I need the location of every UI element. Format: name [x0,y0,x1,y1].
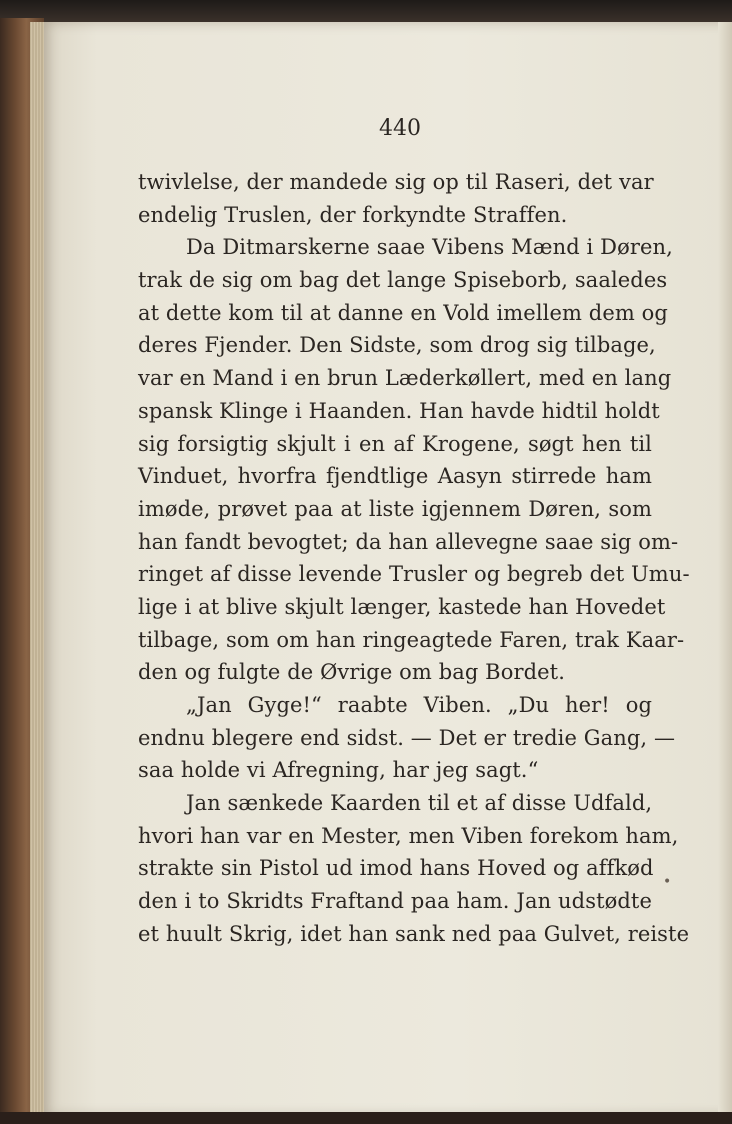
text-line: ringet af disse levende Trusler og begreb det Umu- [138,562,690,587]
text-line: twivlelse, der mandede sig op til Raseri, det var [138,170,654,194]
right-page-edge [718,22,732,1116]
text-line: Jan sænkede Kaarden til et af disse Udfald, [186,791,653,816]
text-line: var en Mand i en brun Læderkøllert, med en lang [138,366,672,391]
text-line: hvori han var en Mester, men Viben forekom ham, [138,823,679,848]
bottom-shadow [0,1112,732,1124]
body-text [138,166,690,951]
text-line: trak de sig om bag det lange Spiseborb, saaledes [138,268,668,293]
text-line: deres Fjender. Den Sidste, som drog sig tilbage, [138,333,656,358]
text-line: „Jan Gyge!“ raabte Viben. „Du her! og [186,693,652,717]
text-line: at dette kom til at danne en Vold imellem dem og [138,300,668,325]
text-line: lige i at blive skjult længer, kastede han Hovedet [138,594,666,619]
text-line: strakte sin Pistol ud imod hans Hoved og affkød [138,856,654,881]
text-line: saa holde vi Afregning, har jeg sagt.“ [138,758,539,783]
top-shadow [0,0,732,22]
text-line: endnu blegere end sidst. — Det er tredie Gang, — [138,725,676,750]
text-line: endelig Truslen, der forkyndte Straffen. [138,202,568,227]
text-line: spansk Klinge i Haanden. Han havde hidtil holdt [138,398,660,423]
text-line: han fandt bevogtet; da han allevegne saae sig om- [138,529,679,554]
page-edges [30,22,44,1112]
text-line: imøde, prøvet paa at liste igjennem Døren, som [138,496,652,521]
text-line: sig forsigtig skjult i en af Krogene, søgt hen til [138,431,652,456]
text-line: Vinduet, hvorfra fjendtlige Aasyn stirrede ham [138,464,652,489]
text-line: tilbage, som om han ringeagtede Faren, trak Kaar- [138,627,685,652]
page-number: 440 [379,116,421,141]
margin-mark: • [663,874,672,890]
text-line: Da Ditmarskerne saae Vibens Mænd i Døren, [186,235,673,260]
text-line: et huult Skrig, idet han sank ned paa Gulvet, reiste [138,921,690,946]
text-line: den og fulgte de Øvrige om bag Bordet. [138,660,565,685]
text-line: den i to Skridts Fraftand paa ham. Jan udstødte [138,889,652,914]
